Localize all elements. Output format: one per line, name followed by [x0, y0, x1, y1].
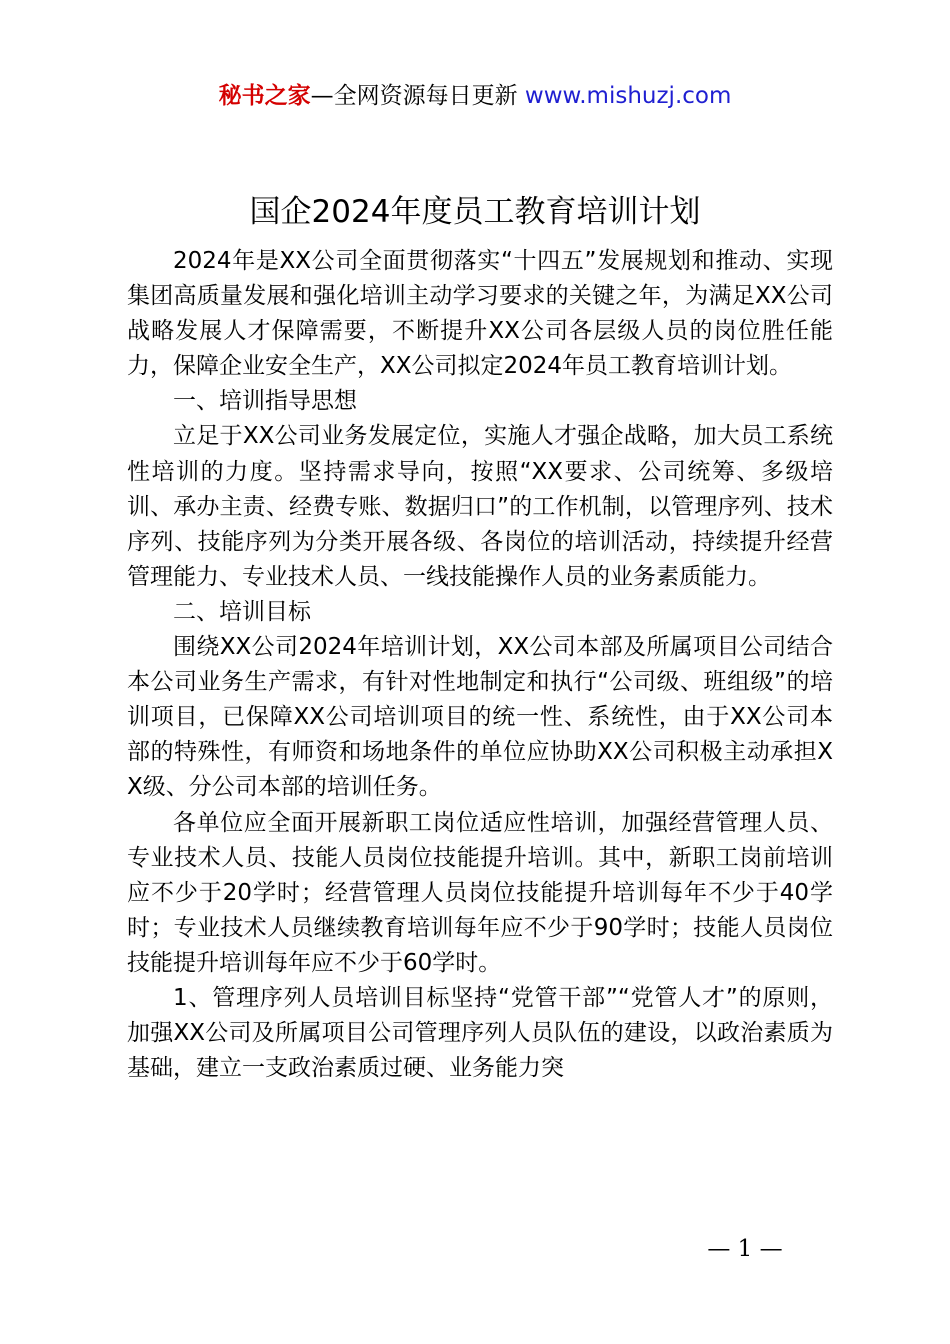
- section-heading-training-goals: 二、培训目标: [173, 598, 311, 625]
- section-heading-guiding-thought: 一、培训指导思想: [173, 388, 357, 415]
- intro-paragraph: 2024年是XX公司全面贯彻落实“十四五”发展规划和推动、实现集团高质量发展和强化培训主动学习要求的关键之年，为满足XX公司战略发展人才保障需要，不断提升XX公司各层级人员的岗位胜任能力，保障企业安全生产，XX公司拟定2024年员工教育培训计划。: [127, 248, 833, 380]
- guiding-thought-paragraph: 立足于XX公司业务发展定位，实施人才强企战略，加大员工系统性培训的力度。坚持需求导向，按照“XX要求、公司统筹、多级培训、承办主责、经费专账、数据归口”的工作机制，以管理序列、技术序列、技能序列为分类开展各级、各岗位的培训活动，持续提升经营管理能力、专业技术人员、一线技能操作人员的业务素质能力。: [127, 423, 833, 590]
- header-tagline: —全网资源每日更新: [310, 83, 518, 109]
- brand-name: 秘书之家: [218, 83, 311, 109]
- page-number: — 1 —: [707, 1236, 783, 1262]
- document-body: [127, 244, 833, 1086]
- management-training-paragraph: 1、管理序列人员培训目标坚持“党管干部”“党管人才”的原则，加强XX公司及所属项目公司管理序列人员队伍的建设，以政治素质为基础，建立一支政治素质过硬、业务能力突: [127, 984, 833, 1082]
- document-title: 国企2024年度员工教育培训计划: [249, 194, 701, 230]
- training-goals-paragraph: 围绕XX公司2024年培训计划，XX公司本部及所属项目公司结合本公司业务生产需求，有针对性地制定和执行“公司级、班组级”的培训项目，已保障XX公司培训项目的统一性、系统性，由于XX公司本部的特殊性，有师资和场地条件的单位应协助XX公司积极主动承担XX级、分公司本部的培训任务。: [127, 634, 833, 801]
- site-header: [0, 80, 950, 112]
- site-url[interactable]: www.mishuzj.com: [524, 83, 732, 109]
- training-hours-paragraph: 各单位应全面开展新职工岗位适应性培训，加强经营管理人员、专业技术人员、技能人员岗位技能提升培训。其中，新职工岗前培训应不少于20学时；经营管理人员岗位技能提升培训每年不少于40学时；专业技术人员继续教育培训每年应不少于90学时；技能人员岗位技能提升培训每年应不少于60学时。: [127, 809, 833, 976]
